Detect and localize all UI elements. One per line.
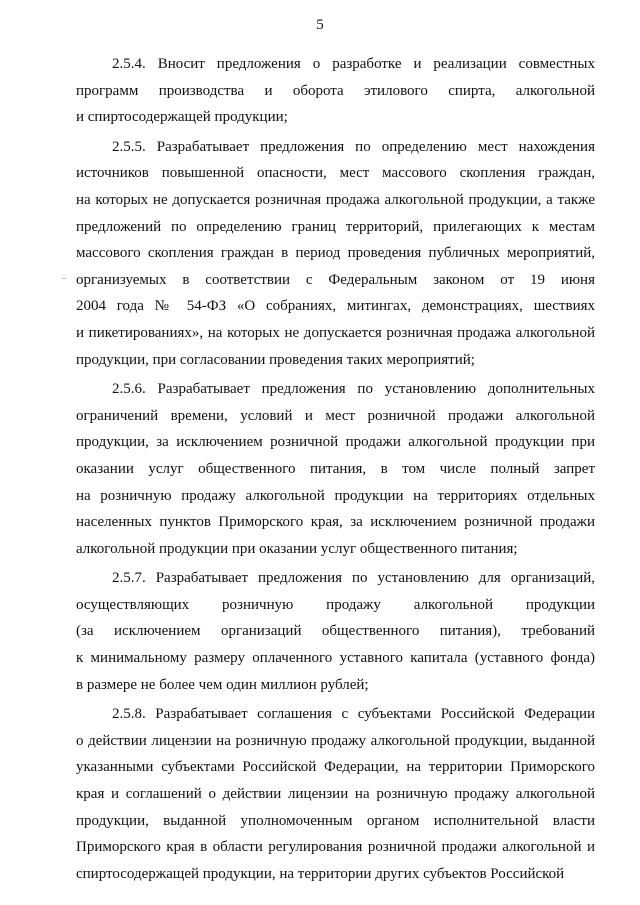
text-line: предложений по определению границ территорий, прилегающих к местам	[76, 218, 595, 235]
text-line: продукции, выданной уполномоченным органом исполнительной власти	[76, 812, 595, 829]
paragraph-2-5-7	[76, 565, 595, 698]
text-line: 2.5.4. Вносит предложения о разработке и реализации совместных	[112, 56, 595, 72]
text-line: указанными субъектами Российской Федерации, на территории Приморского	[76, 759, 595, 776]
paragraph-2-5-5	[76, 134, 595, 373]
paragraph-2-5-4	[76, 51, 595, 131]
document-body	[76, 51, 595, 890]
paragraph-2-5-8	[76, 701, 595, 887]
text-line: продукции, при согласовании проведения таких мероприятий;	[76, 351, 475, 368]
text-line: 2.5.7. Разрабатывает предложения по установлению для организаций,	[112, 570, 595, 587]
text-line: о действии лицензии на розничную продажу алкогольной продукции, выданной	[76, 732, 595, 749]
text-line: края и соглашений о действии лицензии на розничную продажу алкогольной	[76, 786, 595, 803]
page-number: 5	[316, 17, 324, 33]
margin-mark	[62, 278, 66, 279]
text-line: и спиртосодержащей продукции;	[76, 109, 288, 126]
text-line: (за исключением организаций общественного питания), требований	[76, 623, 595, 640]
text-line: массового скопления граждан в период проведения публичных мероприятий,	[76, 245, 595, 262]
text-line: ограничений времени, условий и мест розничной продажи алкогольной	[76, 407, 595, 424]
text-line: 2004 года № 54-ФЗ «О собраниях, митингах, демонстрациях, шествиях	[76, 298, 595, 315]
text-line: организуемых в соответствии с Федеральным законом от 19 июня	[76, 271, 595, 288]
text-line: продукции, за исключением розничной продажи алкогольной продукции при	[76, 434, 595, 451]
text-line: 2.5.5. Разрабатывает предложения по определению мест нахождения	[112, 138, 595, 155]
text-line: на которых не допускается розничная продажа алкогольной продукции, а также	[76, 191, 595, 208]
text-line: в размере не более чем один миллион рублей;	[76, 676, 369, 693]
paragraph-2-5-6	[76, 376, 595, 562]
text-line: алкогольной продукции при оказании услуг общественного питания;	[76, 540, 518, 557]
text-line: источников повышенной опасности, мест массового скопления граждан,	[76, 165, 595, 182]
text-line: населенных пунктов Приморского края, за исключением розничной продажи	[76, 514, 595, 531]
text-line: программ производства и оборота этилового спирта, алкогольной	[76, 82, 595, 99]
text-line: и пикетированиях», на которых не допускается розничная продажа алкогольной	[76, 324, 595, 341]
text-line: Приморского края в области регулирования розничной продажи алкогольной и	[76, 839, 595, 856]
text-line: 2.5.8. Разрабатывает соглашения с субъектами Российской Федерации	[112, 706, 595, 723]
text-line: осуществляющих розничную продажу алкогольной продукции	[76, 596, 595, 613]
text-line: спиртосодержащей продукции, на территории других субъектов Российской	[76, 865, 565, 882]
text-line: 2.5.6. Разрабатывает предложения по установлению дополнительных	[112, 381, 595, 398]
text-line: оказании услуг общественного питания, в том числе полный запрет	[76, 460, 595, 477]
text-line: к минимальному размеру оплаченного уставного капитала (уставного фонда)	[76, 650, 595, 667]
text-line: на розничную продажу алкогольной продукции на территориях отдельных	[76, 487, 595, 504]
